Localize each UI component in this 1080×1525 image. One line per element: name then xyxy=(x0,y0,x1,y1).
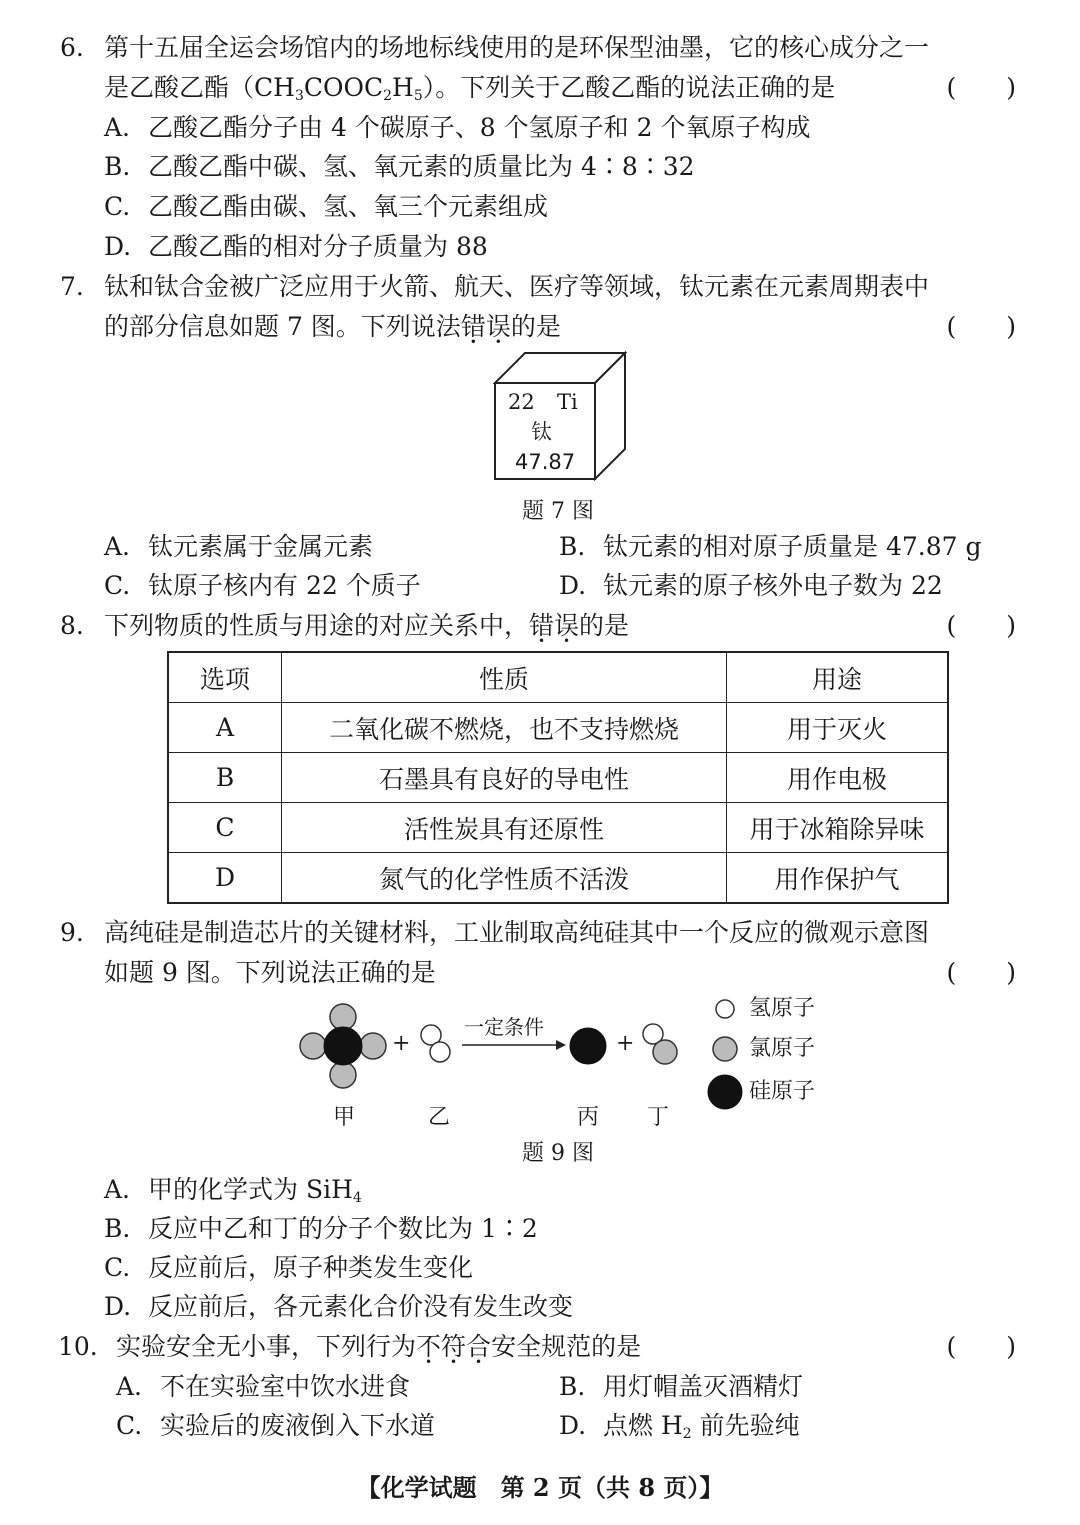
molecule-yi xyxy=(421,1025,450,1062)
option-text: 反应前后，各元素化合价没有发生改变 xyxy=(148,1292,574,1321)
q7-text-a: 的部分信息如题 7 图。下列说法 xyxy=(104,312,461,341)
q7-option-d[interactable] xyxy=(559,569,943,603)
q6-option-c[interactable] xyxy=(104,190,548,224)
label-bing: 丙 xyxy=(577,1105,600,1130)
q9-option-a[interactable] xyxy=(104,1173,362,1207)
label-ding: 丁 xyxy=(647,1105,670,1130)
q7-line1 xyxy=(0,270,1080,304)
option-label: C. xyxy=(104,571,131,600)
q7-answer-bracket[interactable]: ( ) xyxy=(946,312,1016,341)
cell-use: 用作电极 xyxy=(727,753,949,803)
option-subscript: 2 xyxy=(682,1426,692,1442)
chlorine-atom xyxy=(330,1004,356,1030)
q9-option-c[interactable] xyxy=(104,1251,473,1285)
option-text: 钛元素属于金属元素 xyxy=(148,532,374,561)
q6-text-a: 是乙酸乙酯（CH xyxy=(104,73,295,102)
hydrogen-atom xyxy=(430,1042,450,1062)
legend-silicon: 硅原子 xyxy=(749,1079,816,1104)
option-text: 钛元素的原子核外电子数为 22 xyxy=(603,571,943,600)
option-text: 乙酸乙酯由碳、氢、氧三个元素组成 xyxy=(148,192,549,221)
option-text: 实验后的废液倒入下水道 xyxy=(160,1411,436,1440)
q10-line1 xyxy=(0,1330,1080,1364)
q6-stem-line2 xyxy=(104,71,835,105)
q10-text-a: 实验安全无小事，下列行为 xyxy=(116,1332,417,1361)
q8-stem xyxy=(104,609,629,643)
q6-text-c: ）。下列关于乙酸乙酯的说法正确的是 xyxy=(422,73,836,102)
q6-sub-3: 3 xyxy=(294,88,304,104)
q9-option-b[interactable] xyxy=(104,1212,538,1246)
q9-answer-bracket[interactable]: ( ) xyxy=(946,958,1016,987)
q8-answer-bracket[interactable]: ( ) xyxy=(946,611,1016,640)
header-property: 性质 xyxy=(282,652,727,703)
q9-stem-line2: 如题 9 图。下列说法正确的是 xyxy=(104,958,436,987)
option-text: 乙酸乙酯中碳、氢、氧元素的质量比为 4∶8∶32 xyxy=(148,152,695,181)
cell-use: 用作保护气 xyxy=(727,853,949,904)
q10-number: 10. xyxy=(58,1332,98,1361)
cell-option: D xyxy=(168,853,282,904)
legend-chlorine: 氯原子 xyxy=(749,1036,816,1061)
silicon-atom xyxy=(570,1028,606,1064)
q9-stem-line1: 高纯硅是制造芯片的关键材料，工业制取高纯硅其中一个反应的微观示意图 xyxy=(104,918,930,947)
q7-stem-line1: 钛和钛合金被广泛应用于火箭、航天、医疗等领域，钛元素在元素周期表中 xyxy=(104,272,930,301)
header-option: 选项 xyxy=(168,652,282,703)
option-label: A. xyxy=(104,1175,131,1204)
label-yi: 乙 xyxy=(428,1105,451,1130)
cell-option: B xyxy=(168,753,282,803)
q10-option-c[interactable] xyxy=(116,1409,435,1443)
q8-table xyxy=(167,651,949,904)
silicon-atom xyxy=(324,1027,362,1065)
q6-text-b: COOC xyxy=(303,73,384,102)
q10-emphasis-char: 合 xyxy=(466,1332,492,1361)
option-label: A. xyxy=(104,532,131,561)
table-row xyxy=(168,803,948,853)
option-text: 甲的化学式为 SiH xyxy=(148,1175,353,1204)
q7-emphasis-char: 错 xyxy=(460,312,486,341)
q7-number: 7. xyxy=(60,272,84,301)
reaction-diagram xyxy=(290,995,750,1095)
q7-stem-line2 xyxy=(104,310,561,344)
option-subscript: 4 xyxy=(352,1190,362,1206)
q7-option-b[interactable] xyxy=(559,530,981,564)
chlorine-legend-icon xyxy=(713,1037,737,1061)
element-atomic-number: 22 xyxy=(508,390,535,414)
cell-use: 用于冰箱除异味 xyxy=(727,803,949,853)
option-text: 用灯帽盖灭酒精灯 xyxy=(603,1372,804,1401)
q10-option-d[interactable] xyxy=(559,1409,800,1443)
option-text: 点燃 H xyxy=(603,1411,683,1440)
molecule-ding xyxy=(643,1024,677,1064)
option-text: 乙酸乙酯分子由 4 个碳原子、8 个氢原子和 2 个氧原子构成 xyxy=(148,113,811,142)
q6-sub-5: 5 xyxy=(413,88,423,104)
q6-line1 xyxy=(0,31,1080,65)
q8-text-b: 的是 xyxy=(579,611,630,640)
option-text: 不在实验室中饮水进食 xyxy=(160,1372,411,1401)
cell-property: 氮气的化学性质不活泼 xyxy=(282,853,727,904)
option-text: 钛元素的相对原子质量是 47.87 g xyxy=(603,532,982,561)
cell-property: 二氧化碳不燃烧，也不支持燃烧 xyxy=(282,703,727,753)
cell-option: C xyxy=(168,803,282,853)
q6-sub-2: 2 xyxy=(383,88,393,104)
label-jia: 甲 xyxy=(333,1105,356,1130)
chlorine-atom xyxy=(360,1033,386,1059)
cell-property: 石墨具有良好的导电性 xyxy=(282,753,727,803)
q9-line1 xyxy=(0,916,1080,950)
q9-option-d[interactable] xyxy=(104,1290,573,1324)
cell-use: 用于灭火 xyxy=(727,703,949,753)
header-use: 用途 xyxy=(727,652,949,703)
q10-option-a[interactable] xyxy=(116,1370,410,1404)
option-label: A. xyxy=(116,1372,143,1401)
plus-sign: + xyxy=(616,1031,635,1056)
reaction-arrow xyxy=(462,1040,566,1050)
q8-line1 xyxy=(0,609,1080,643)
option-label: C. xyxy=(104,192,131,221)
option-label: B. xyxy=(104,1214,131,1243)
option-text: 乙酸乙酯的相对分子质量为 88 xyxy=(148,232,488,261)
q6-option-b[interactable] xyxy=(104,150,695,184)
cell-property: 活性炭具有还原性 xyxy=(282,803,727,853)
chlorine-atom xyxy=(330,1062,356,1088)
q9-line2 xyxy=(0,956,1080,990)
table-header-row xyxy=(168,652,948,703)
option-text: 反应中乙和丁的分子个数比为 1∶2 xyxy=(148,1214,538,1243)
option-text: 钛原子核内有 22 个质子 xyxy=(148,571,421,600)
q6-text-h: H xyxy=(392,73,414,102)
element-atomic-mass: 47.87 xyxy=(515,450,576,474)
q9-number: 9. xyxy=(60,918,84,947)
table-row xyxy=(168,853,948,904)
q6-option-d[interactable] xyxy=(104,230,488,264)
option-label: B. xyxy=(559,532,586,561)
table-row xyxy=(168,703,948,753)
option-text: 反应前后，原子种类发生变化 xyxy=(148,1253,474,1282)
q10-emphasis-char: 符 xyxy=(441,1332,467,1361)
molecule-bing xyxy=(570,1028,606,1064)
page-footer: 【化学试题 第 2 页（共 8 页）】 xyxy=(356,1473,724,1502)
reaction-condition: 一定条件 xyxy=(464,1015,544,1039)
q6-stem-line1: 第十五届全运会场馆内的场地标线使用的是环保型油墨，它的核心成分之一 xyxy=(104,33,930,62)
q7-option-c[interactable] xyxy=(104,569,421,603)
q8-text-a: 下列物质的性质与用途的对应关系中， xyxy=(104,611,530,640)
chlorine-atom xyxy=(300,1033,326,1059)
legend-hydrogen: 氢原子 xyxy=(749,996,816,1021)
q6-number: 6. xyxy=(60,33,84,62)
option-label: B. xyxy=(559,1372,586,1401)
hydrogen-legend-icon xyxy=(716,1000,734,1018)
option-label: D. xyxy=(559,571,587,600)
q7-line2 xyxy=(0,310,1080,344)
q10-option-b[interactable] xyxy=(559,1370,803,1404)
molecule-jia xyxy=(300,1004,386,1088)
option-label: C. xyxy=(116,1411,143,1440)
q7-figure-caption: 题 7 图 xyxy=(522,499,594,524)
q7-option-a[interactable] xyxy=(104,530,373,564)
q10-answer-bracket[interactable]: ( ) xyxy=(946,1332,1016,1361)
q6-option-a[interactable] xyxy=(104,111,810,145)
element-symbol: Ti xyxy=(557,390,578,414)
option-label: D. xyxy=(104,232,132,261)
q10-stem xyxy=(116,1330,641,1364)
silicon-legend-icon xyxy=(708,1075,742,1109)
q8-emphasis-char: 错 xyxy=(529,611,555,640)
option-label: C. xyxy=(104,1253,131,1282)
q6-answer-bracket[interactable]: ( ) xyxy=(946,73,1016,102)
option-label: D. xyxy=(559,1411,587,1440)
option-text: 前先验纯 xyxy=(691,1411,800,1440)
option-label: D. xyxy=(104,1292,132,1321)
atom-legend-symbols xyxy=(705,995,745,1111)
plus-sign: + xyxy=(392,1031,411,1056)
q9-figure-caption: 题 9 图 xyxy=(522,1141,594,1166)
option-label: A. xyxy=(104,113,131,142)
table-row xyxy=(168,753,948,803)
q7-emphasis-char: 误 xyxy=(485,312,511,341)
q8-emphasis-char: 误 xyxy=(554,611,580,640)
q8-number: 8. xyxy=(60,611,84,640)
cell-option: A xyxy=(168,703,282,753)
chlorine-atom xyxy=(653,1040,677,1064)
q6-line2 xyxy=(0,71,1080,105)
q10-text-b: 安全规范的是 xyxy=(491,1332,642,1361)
q10-emphasis-char: 不 xyxy=(416,1332,442,1361)
element-name: 钛 xyxy=(531,420,552,444)
q7-text-b: 的是 xyxy=(510,312,561,341)
option-label: B. xyxy=(104,152,131,181)
